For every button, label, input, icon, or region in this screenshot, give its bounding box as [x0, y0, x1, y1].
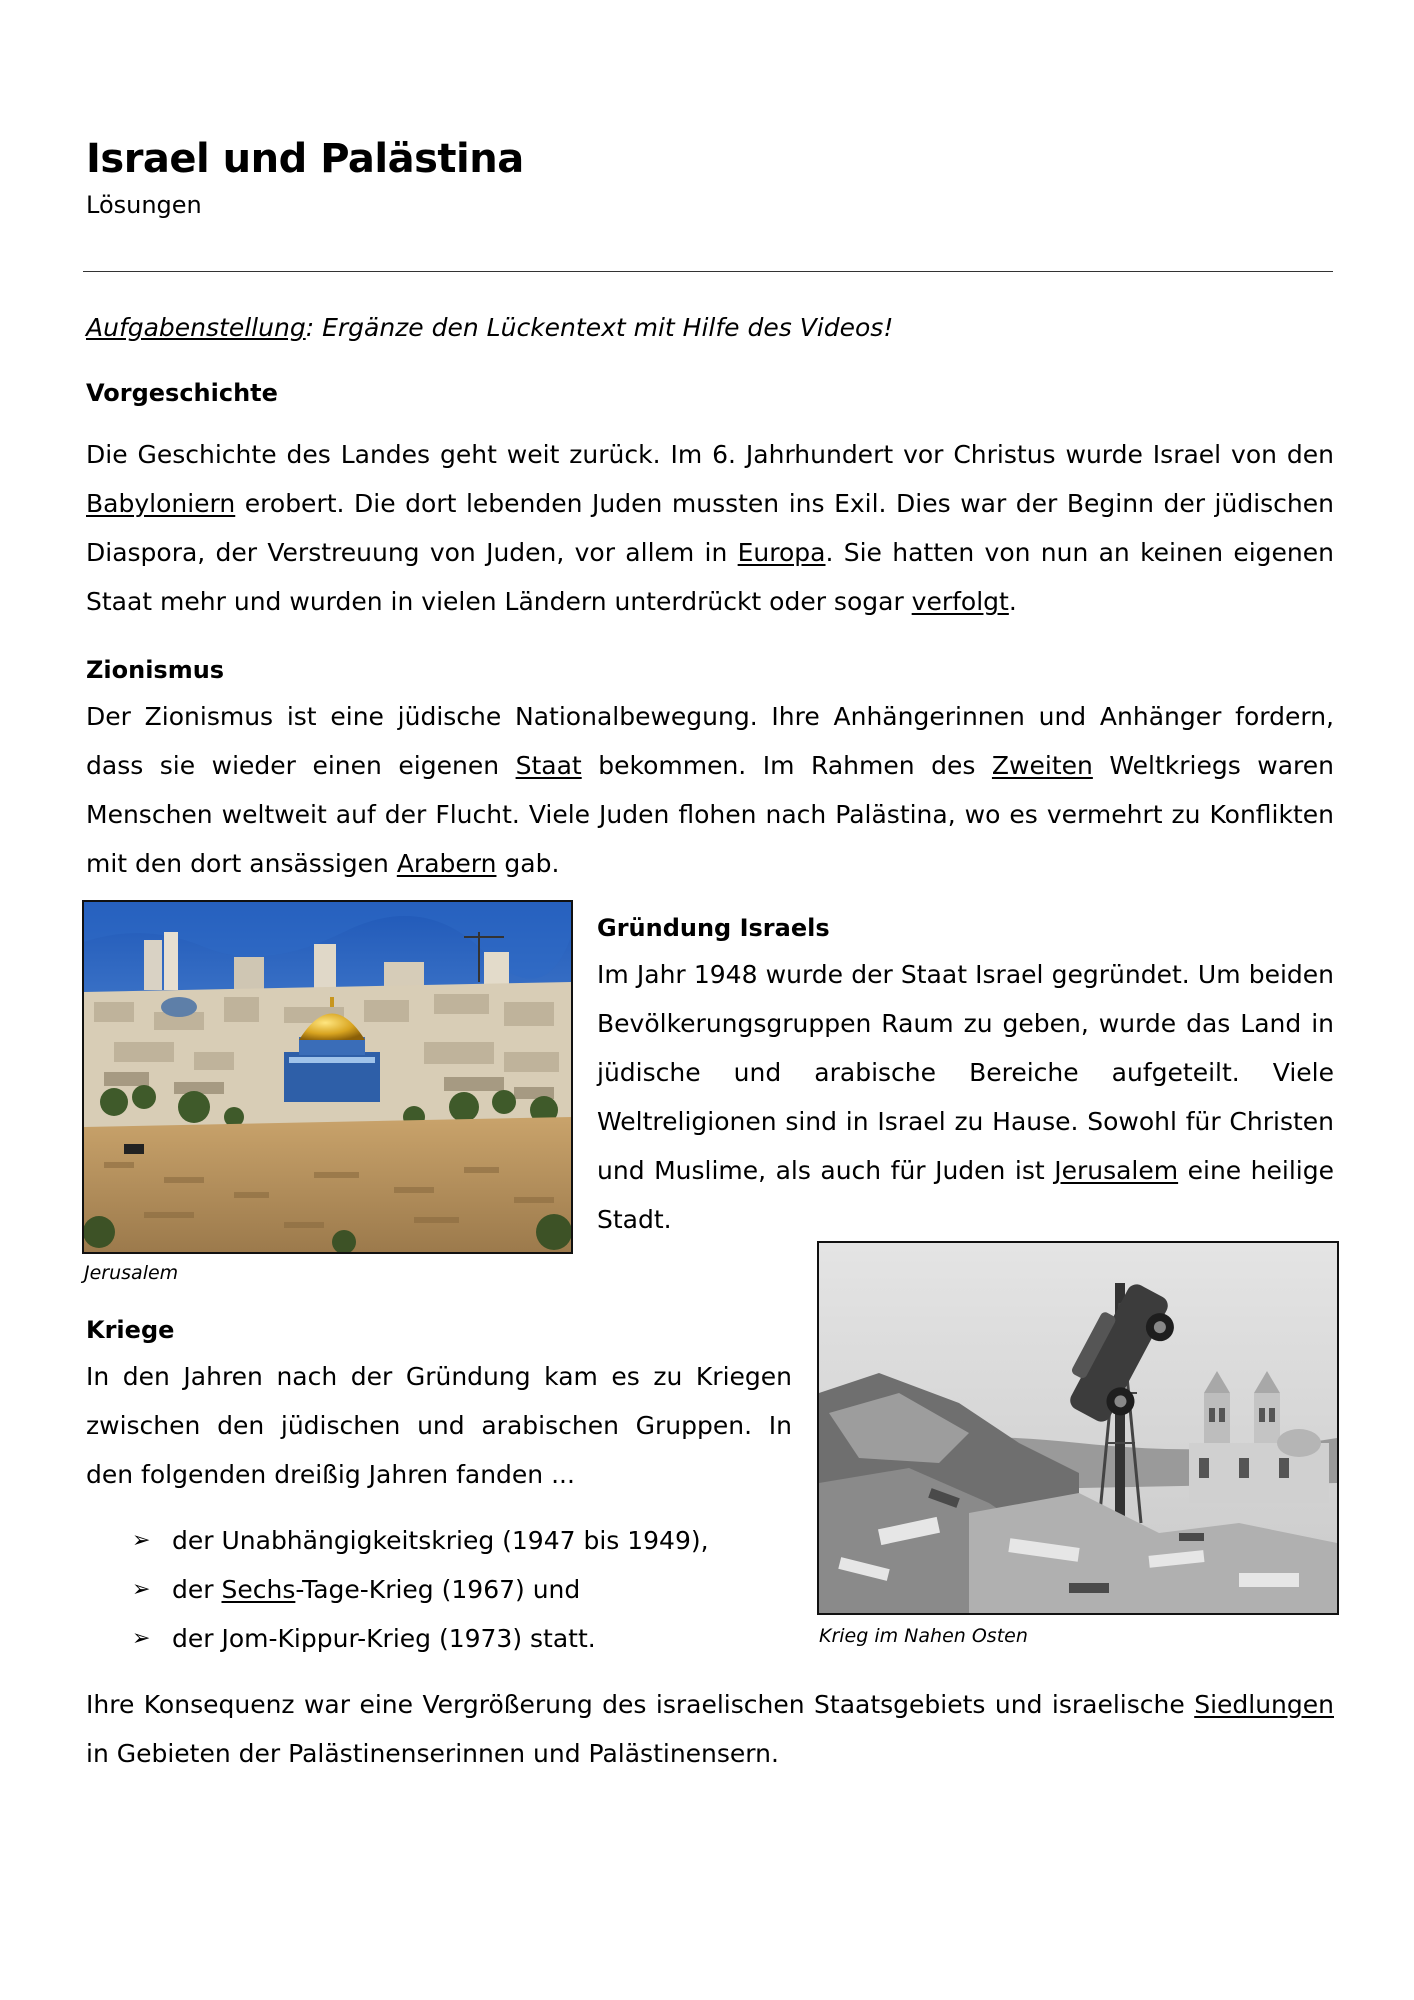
jerusalem-photo	[82, 900, 573, 1254]
list-item: ➢ der Sechs-Tage-Krieg (1967) und	[86, 1565, 786, 1614]
heading-zionismus: Zionismus	[86, 656, 225, 684]
answer-sechs: Sechs	[221, 1575, 296, 1604]
paragraph-vorgeschichte: Die Geschichte des Landes geht weit zurück. Im 6. Jahrhundert vor Christus wurde Israel von den Babyloniern erobert. Die dort lebenden Juden mussten ins Exil. Dies war der Beginn der jüdischen Diaspora, der Verstreuung von Juden, vor allem in Europa. Sie hatten von nun an keinen eigenen Staat mehr und wurden in vielen Ländern unterdrückt oder sogar verfolgt.	[86, 440, 1335, 616]
war-photo-illustration	[819, 1243, 1337, 1613]
heading-kriege: Kriege	[86, 1316, 175, 1344]
heading-gruendung: Gründung Israels	[597, 914, 830, 942]
heading-vorgeschichte: Vorgeschichte	[86, 379, 278, 407]
jerusalem-photo-illustration	[84, 902, 571, 1252]
arrowhead-icon: ➢	[132, 1626, 151, 1651]
caption-jerusalem: Jerusalem	[84, 1262, 179, 1284]
answer-verfolgt: verfolgt	[911, 587, 1009, 616]
document-title: Israel und Palästina	[86, 136, 524, 182]
arrowhead-icon: ➢	[132, 1577, 151, 1602]
war-list	[86, 1516, 786, 1663]
answer-europa: Europa	[737, 538, 826, 567]
paragraph-gruendung: Im Jahr 1948 wurde der Staat Israel gegründet. Um beiden Bevölkerungsgruppen Raum zu geben, wurde das Land in jüdische und arabische Bereiche aufgeteilt. Viele Weltreligionen sind in Israel zu Hause. Sowohl für Christen und Muslime, als auch für Juden ist Jerusalem eine heilige Stadt.	[597, 960, 1334, 1234]
header-divider	[83, 271, 1333, 272]
answer-siedlungen: Siedlungen	[1194, 1690, 1334, 1719]
war-photo	[817, 1241, 1339, 1615]
task-instruction	[86, 313, 893, 342]
task-text: : Ergänze den Lückentext mit Hilfe des Videos!	[305, 313, 894, 342]
list-item: ➢ der Unabhängigkeitskrieg (1947 bis 1949),	[86, 1516, 786, 1565]
caption-war: Krieg im Nahen Osten	[819, 1625, 1028, 1647]
paragraph-kriege-outcome: Ihre Konsequenz war eine Vergrößerung des israelischen Staatsgebiets und israelische Siedlungen in Gebieten der Palästinenserinnen und Palästinensern.	[86, 1690, 1334, 1768]
task-label: Aufgabenstellung	[86, 313, 306, 342]
document-subtitle: Lösungen	[86, 191, 202, 219]
answer-arabern: Arabern	[396, 849, 497, 878]
paragraph-kriege-intro: In den Jahren nach der Gründung kam es zu Kriegen zwischen den jüdischen und arabischen Gruppen. In den folgenden dreißig Jahren fanden ...	[86, 1362, 792, 1489]
answer-jerusalem: Jerusalem	[1054, 1156, 1179, 1185]
answer-zweiten: Zweiten	[991, 751, 1093, 780]
arrowhead-icon: ➢	[132, 1528, 151, 1553]
answer-staat: Staat	[515, 751, 582, 780]
answer-babyloniern: Babyloniern	[86, 489, 236, 518]
list-item: ➢ der Jom-Kippur-Krieg (1973) statt.	[86, 1614, 786, 1663]
paragraph-zionismus: Der Zionismus ist eine jüdische Nationalbewegung. Ihre Anhängerinnen und Anhänger fordern, dass sie wieder einen eigenen Staat bekommen. Im Rahmen des Zweiten Weltkriegs waren Menschen weltweit auf der Flucht. Viele Juden flohen nach Palästina, wo es vermehrt zu Konflikten mit den dort ansässigen Arabern gab.	[86, 702, 1334, 878]
